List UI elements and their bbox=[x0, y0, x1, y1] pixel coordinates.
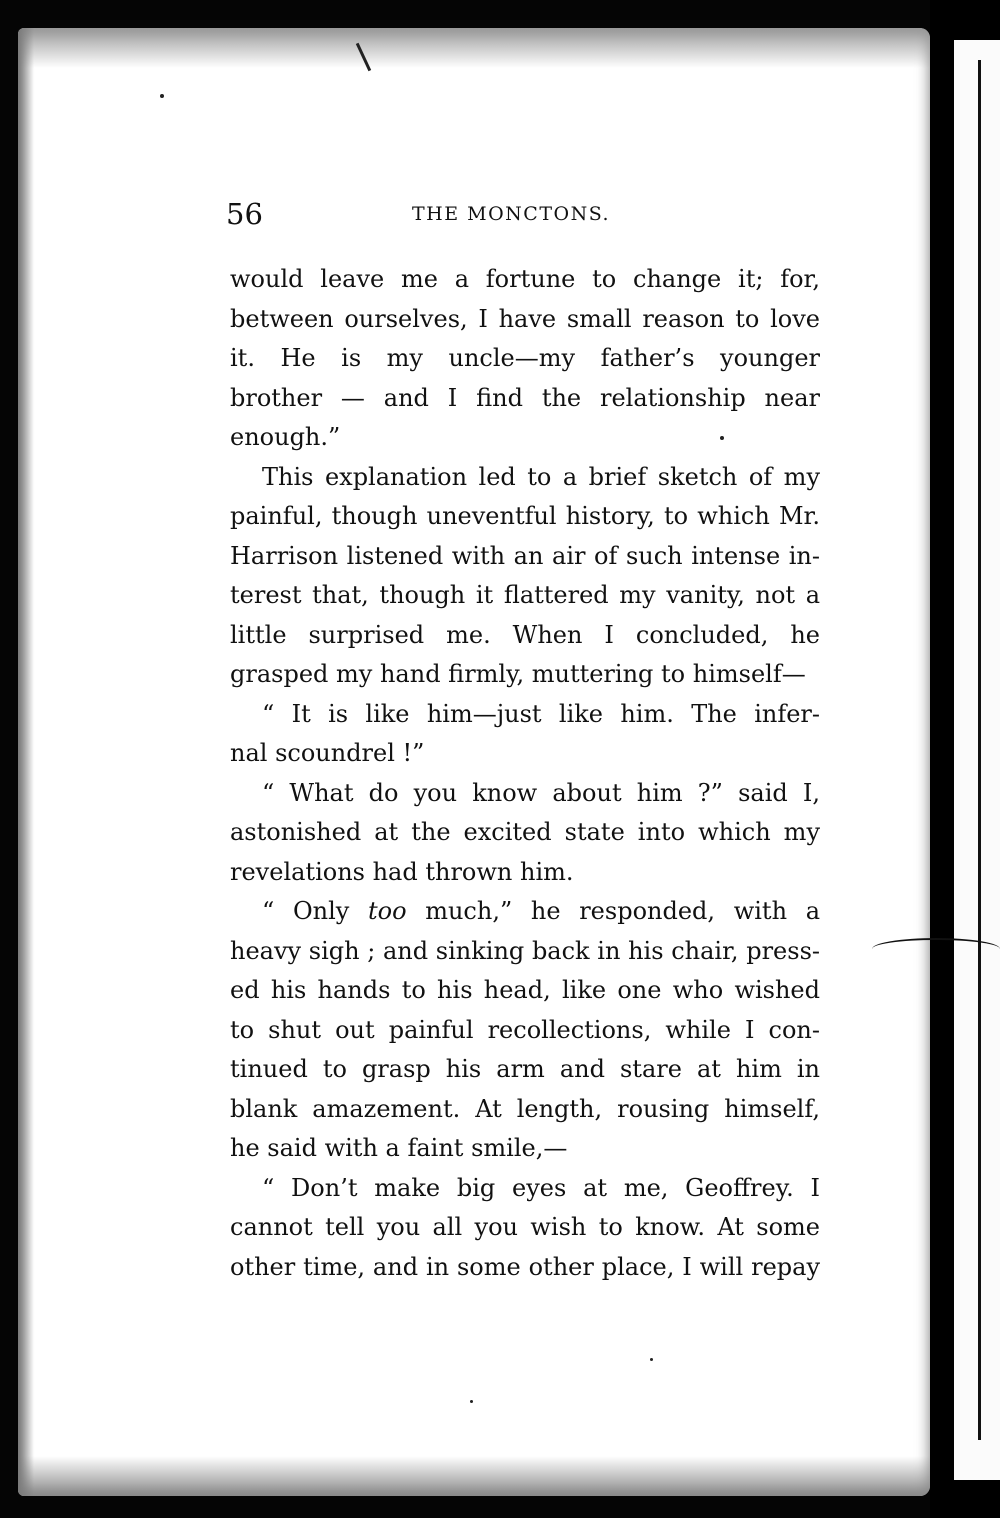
text-line: astonished at the excited state into which my bbox=[230, 818, 820, 846]
body-text bbox=[230, 260, 820, 1287]
text-line: nal scoundrel !” bbox=[230, 739, 425, 767]
next-page-edge bbox=[948, 40, 1000, 1480]
speck-mark bbox=[720, 436, 724, 440]
text-line: ed his hands to his head, like one who wished bbox=[230, 976, 820, 1004]
text-line: grasped my hand firmly, muttering to himself— bbox=[230, 660, 806, 688]
speck-mark bbox=[160, 94, 164, 98]
text-line bbox=[230, 892, 820, 932]
page-edge-shadow bbox=[18, 28, 34, 1496]
text-line: would leave me a fortune to change it; for, bbox=[230, 265, 820, 293]
text-line: it. He is my uncle—my father’s younger bbox=[230, 344, 820, 372]
text-line: This explanation led to a brief sketch of my bbox=[262, 462, 820, 491]
text-line: he said with a faint smile,— bbox=[230, 1134, 568, 1162]
speck-mark bbox=[650, 1358, 653, 1361]
text-line: to shut out painful recollections, while I con- bbox=[230, 1015, 820, 1044]
emphasis-word: too bbox=[367, 897, 407, 925]
text-line: brother — and I find the relationship near bbox=[230, 383, 820, 412]
text-line: “ What do you know about him ?” said I, bbox=[262, 778, 820, 807]
text-line: painful, though uneventful history, to which Mr. bbox=[230, 502, 820, 530]
text-line: Harrison listened with an air of such intense in- bbox=[230, 541, 820, 570]
text-line: terest that, though it flattered my vanity, not a bbox=[230, 581, 820, 609]
text-line: between ourselves, I have small reason to love bbox=[230, 304, 820, 333]
book-gutter bbox=[930, 0, 1000, 1518]
speck-mark bbox=[470, 1400, 473, 1403]
text-line: “ It is like him—just like him. The infer- bbox=[262, 699, 820, 728]
binding-line bbox=[978, 60, 981, 1440]
text-line: other time, and in some other place, I will repay bbox=[230, 1252, 820, 1281]
text-line: blank amazement. At length, rousing himself, bbox=[230, 1094, 820, 1123]
text-line: tinued to grasp his arm and stare at him in bbox=[230, 1055, 820, 1083]
text-line: revelations had thrown him. bbox=[230, 857, 574, 886]
running-title: THE MONCTONS. bbox=[412, 203, 611, 225]
text-line: little surprised me. When I concluded, he bbox=[230, 620, 820, 649]
text-segment: much,” he responded, with a bbox=[406, 897, 820, 925]
text-line: “ Don’t make big eyes at me, Geoffrey. I bbox=[262, 1173, 820, 1202]
page-number: 56 bbox=[226, 197, 263, 231]
text-line: cannot tell you all you wish to know. At some bbox=[230, 1213, 820, 1241]
text-line: enough.” bbox=[230, 423, 341, 451]
page-curl bbox=[872, 938, 1000, 960]
text-segment: “ Only bbox=[262, 897, 368, 925]
page-header bbox=[226, 197, 826, 237]
text-line: heavy sigh ; and sinking back in his chair, press- bbox=[230, 936, 820, 965]
